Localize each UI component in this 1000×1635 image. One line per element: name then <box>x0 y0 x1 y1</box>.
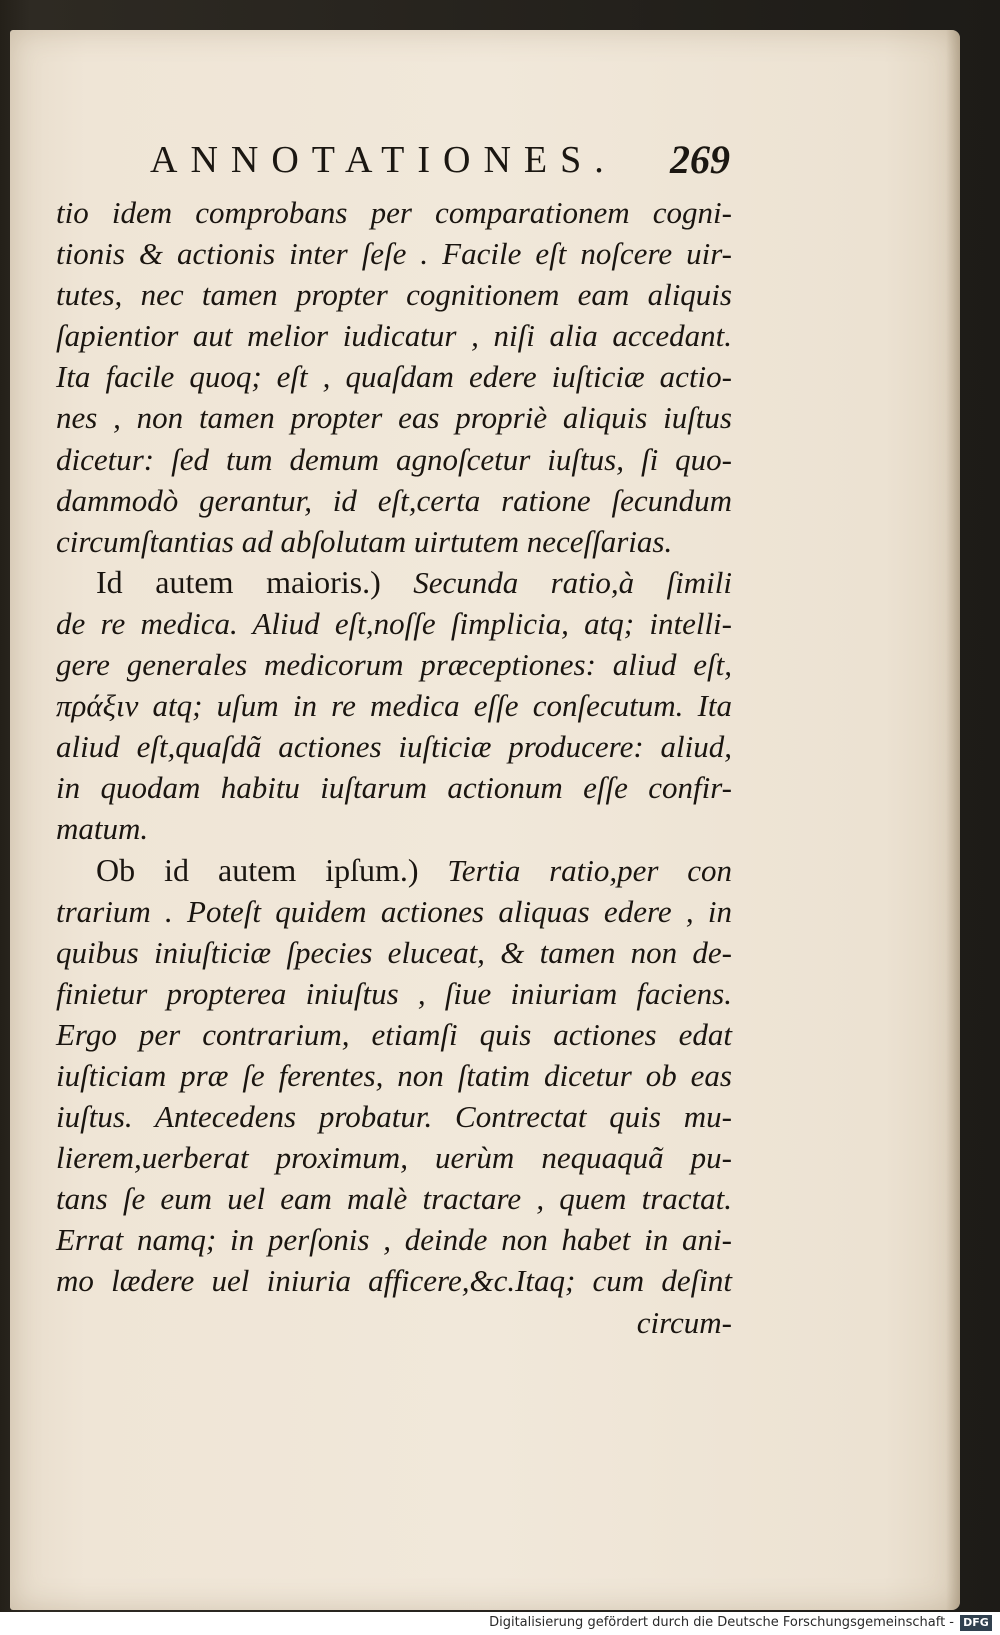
text-line: tionis & actionis inter ſeſe . Facile eſt noſcere uir- <box>56 236 732 272</box>
lemma-heading: Id autem maioris.) <box>96 563 381 600</box>
text-line: in quodam habitu iuſtarum actionum eſſe confir- <box>56 770 732 806</box>
text-line: nes , non tamen propter eas propriè aliquis iuſtus <box>56 400 732 436</box>
text-line: finietur propterea iniuſtus , ſiue iniuriam faciens. <box>56 975 732 1011</box>
footer-credit: Digitalisierung gefördert durch die Deutsche Forschungsgemeinschaft - <box>489 1615 954 1630</box>
text-line: circumſtantias ad abſolutam uirtutem neceſſarias. <box>56 523 673 559</box>
lemma-line <box>56 562 732 603</box>
text-line: dicetur: ſed tum demum agnoſcetur iuſtus, ſi quo- <box>56 441 732 477</box>
body-text <box>56 192 732 1343</box>
digitization-footer <box>0 1612 1000 1635</box>
text-line: mo lædere uel iniuria afficere,&c.Itaq; cum deſint <box>56 1263 732 1299</box>
lemma-heading: Ob id autem ipſum.) <box>96 851 419 888</box>
lemma-commentary: Secunda ratio,à ſimili <box>413 564 733 600</box>
text-line: trarium . Poteſt quidem actiones aliquas edere , in <box>56 893 732 929</box>
text-line: dammodò gerantur, id eſt,certa ratione ſecundum <box>56 482 732 518</box>
text-line: tio idem comprobans per comparationem cogni- <box>56 195 732 230</box>
text-line: gere generales medicorum præceptiones: aliud eſt, <box>56 647 732 683</box>
text-line: quibus iniuſticiæ ſpecies eluceat, & tamen non de- <box>56 934 732 970</box>
text-line: πράξιν atq; uſum in re medica eſſe conſecutum. Ita <box>56 688 732 724</box>
page-number: 269 <box>670 137 730 182</box>
text-line: tans ſe eum uel eam malè tractare , quem tractat. <box>56 1181 732 1217</box>
running-head: ANNOTATIONES. <box>150 139 617 181</box>
text-line: iuſticiam præ ſe ferentes, non ſtatim dicetur ob eas <box>56 1057 732 1093</box>
lemma-commentary: Tertia ratio,per con <box>447 852 732 888</box>
dfg-logo[interactable]: DFG <box>960 1615 992 1631</box>
catchword: circum- <box>636 1304 732 1340</box>
text-line: Ergo per contrarium, etiamſi quis actiones edat <box>56 1016 732 1052</box>
text-line: tutes, nec tamen propter cognitionem eam aliquis <box>56 277 732 313</box>
text-line: Errat namq; in perſonis , deinde non habet in ani- <box>56 1222 732 1258</box>
text-line: de re medica. Aliud eſt,noſſe ſimplicia, atq; intelli- <box>56 605 732 641</box>
text-line: aliud eſt,quaſdã actiones iuſticiæ producere: aliud, <box>56 729 732 765</box>
page-edge-shadow <box>946 30 960 1610</box>
page-header <box>140 130 730 190</box>
text-line: matum. <box>56 811 149 847</box>
text-line: Ita facile quoq; eſt , quaſdam edere iuſticiæ actio- <box>56 359 732 395</box>
lemma-line <box>56 850 732 891</box>
text-line: ſapientior aut melior iudicatur , niſi alia accedant. <box>56 318 732 354</box>
text-line: lierem,uerberat proximum, uerùm nequaquã pu- <box>56 1140 732 1176</box>
text-line: iuſtus. Antecedens probatur. Contrectat quis mu- <box>56 1099 732 1135</box>
